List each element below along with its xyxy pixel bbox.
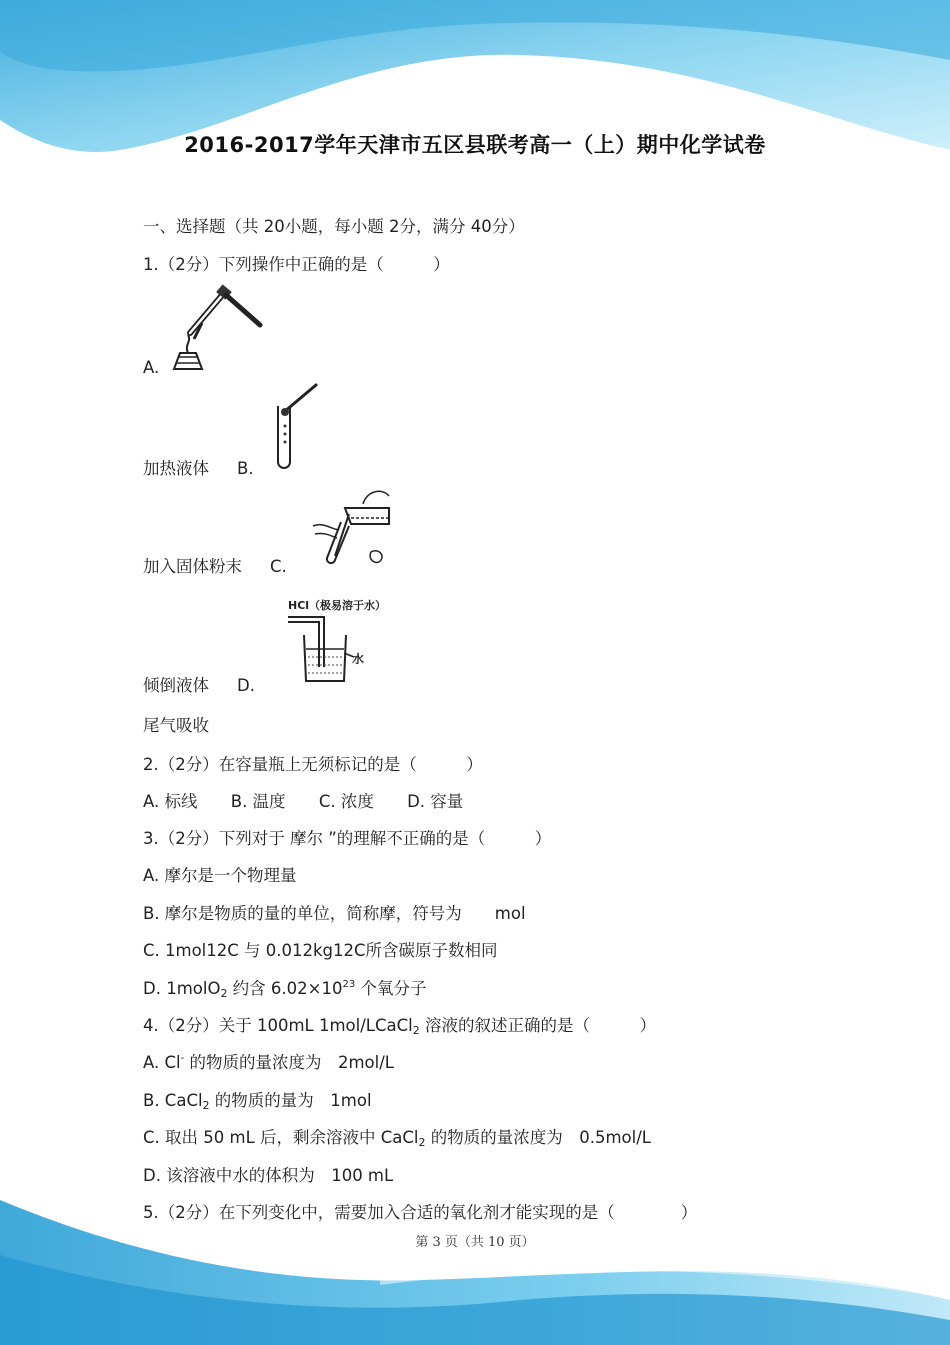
caption-pouring-liquid: 倾倒液体 xyxy=(143,676,209,695)
figure-absorption-label: HCl（极易溶于水） xyxy=(288,599,387,612)
question-4-stem: 4.（2分）关于 100mL 1mol/LCaCl$_2$ 溶液的叙述正确的是（ ） xyxy=(143,1016,656,1037)
option-c-label: C. xyxy=(270,557,287,576)
option-a-label: A. xyxy=(143,358,160,377)
option-b-label: B. xyxy=(237,459,254,478)
figure-water-label: 水 xyxy=(352,652,365,666)
q2-option-c: C. 浓度 xyxy=(318,792,374,811)
q4-option-c: C. 取出 50 mL 后，剩余溶液中 CaCl$_2$ 的物质的量浓度为 0.5mol/L xyxy=(143,1128,651,1149)
caption-tail-gas-absorption: 尾气吸收 xyxy=(143,716,209,735)
option-d-label: D. xyxy=(237,676,255,695)
caption-adding-powder: 加入固体粉末 xyxy=(143,557,242,576)
q3-option-c: C. 1mol12C 与 0.012kg12C所含碳原子数相同 xyxy=(143,941,498,960)
question-2-options xyxy=(143,788,463,812)
q4-option-b: B. CaCl$_2$ 的物质的量为 1mol xyxy=(143,1091,372,1112)
figure-adding-powder xyxy=(272,380,322,472)
caption-heating-liquid: 加热液体 xyxy=(143,459,209,478)
section-heading: 一、选择题（共 20小题，每小题 2分，满分 40分） xyxy=(143,217,525,236)
question-3-stem: 3.（2分）下列对于 摩尔 ”的理解不正确的是（ ） xyxy=(143,829,552,848)
figure-tail-gas-absorption xyxy=(286,611,376,687)
page-footer: 第 3 页（共 10 页） xyxy=(415,1235,535,1250)
q3-option-a: A. 摩尔是一个物理量 xyxy=(143,866,297,885)
question-5-stem: 5.（2分）在下列变化中，需要加入合适的氧化剂才能实现的是（ ） xyxy=(143,1203,698,1222)
q2-option-d: D. 容量 xyxy=(407,792,464,811)
q4-option-a: A. Cl- 的物质的量浓度为 2mol/L xyxy=(143,1053,394,1072)
q3-option-b: B. 摩尔是物质的量的单位，简称摩，符号为 mol xyxy=(143,904,526,923)
q2-option-a: A. 标线 xyxy=(143,792,198,811)
q3-option-d: D. 1molO$_2$ 约含 $6.02\times 10^{23}$ 个氧分子 xyxy=(143,979,427,1000)
q4-option-d: D. 该溶液中水的体积为 100 mL xyxy=(143,1166,394,1185)
figure-pouring-liquid xyxy=(305,486,397,568)
question-1-stem: 1.（2分）下列操作中正确的是（ ） xyxy=(143,255,450,274)
figure-heating-liquid xyxy=(172,283,267,371)
q2-option-b: B. 温度 xyxy=(230,792,286,811)
page-title: 2016-2017学年天津市五区县联考高一（上）期中化学试卷 xyxy=(184,133,766,157)
question-2-stem: 2.（2分）在容量瓶上无须标记的是（ ） xyxy=(143,755,483,774)
